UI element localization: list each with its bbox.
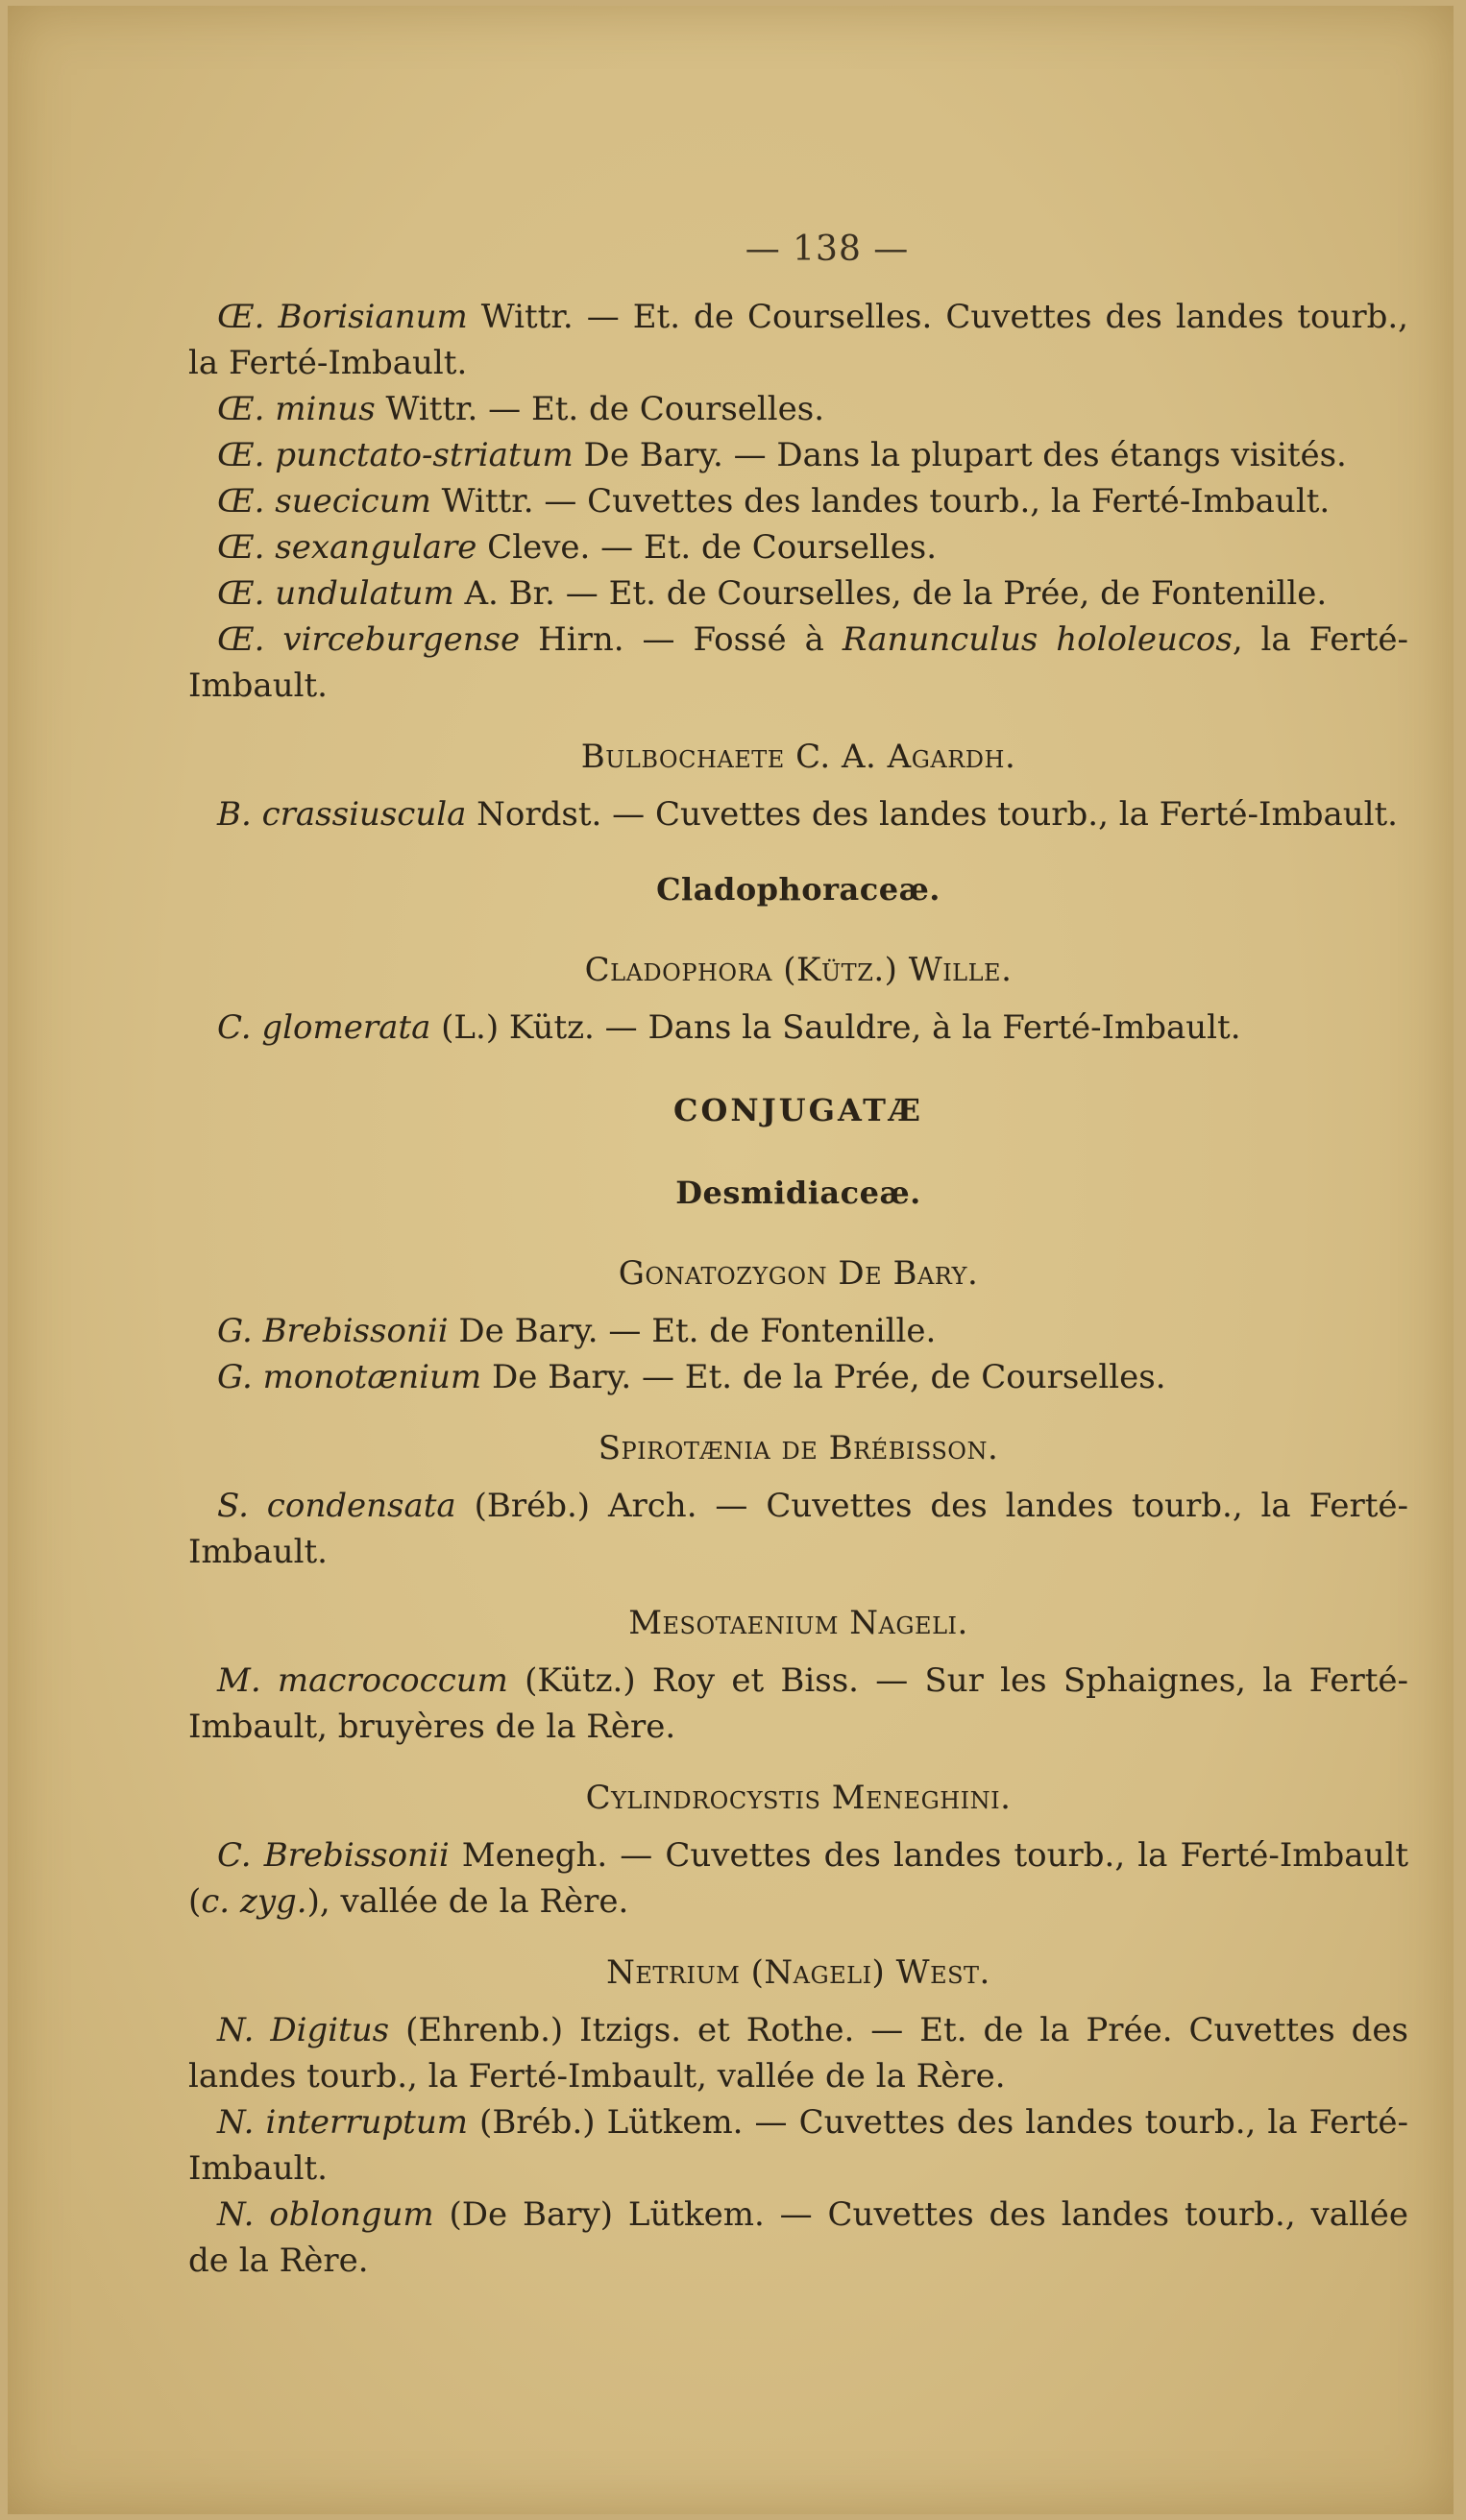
genus-heading: Bulbochaete C. A. Agardh.	[580, 738, 1016, 776]
species-entry	[188, 2192, 1408, 2284]
species-entry	[188, 1832, 1408, 1925]
italic-term: Ranunculus hololeucos	[842, 620, 1233, 659]
species-name: Œ. suecicum	[217, 482, 431, 521]
species-entry	[188, 617, 1408, 709]
species-details: (Kütz.) Roy et Biss. — Sur les Sphaignes, la Ferté-Imbault, bruyères de la Rère.	[188, 1661, 1409, 1746]
species-details: (De Bary) Lütkem. — Cuvettes des landes tourb., vallée de la Rère.	[188, 2195, 1408, 2280]
genus-heading: Spirotænia de Brébisson.	[598, 1429, 999, 1467]
family-heading: Cladophoraceæ.	[656, 871, 941, 908]
italic-term: c. zyg.	[201, 1882, 307, 1921]
species-name: G. monotænium	[217, 1358, 482, 1396]
species-details: Cleve. — Et. de Courselles.	[476, 528, 938, 567]
species-details: Hirn. — Fossé à	[520, 620, 843, 659]
species-details: (Ehrenb.) Itzigs. et Rothe. — Et. de la Prée. Cuvettes des landes tourb., la Ferté-Imbault, vallée de la Rère.	[188, 2011, 1408, 2096]
species-entry	[188, 1483, 1408, 1575]
family-heading: Desmidiaceæ.	[675, 1175, 921, 1211]
species-name: Œ. undulatum	[217, 574, 454, 613]
species-name: G. Brebissonii	[217, 1312, 449, 1350]
species-name: B. crassiuscula	[217, 795, 467, 834]
species-details: A. Br. — Et. de Courselles, de la Prée, de Fontenille.	[453, 574, 1328, 613]
species-name: C. Brebissonii	[217, 1836, 450, 1875]
species-name: Œ. Borisianum	[217, 298, 468, 336]
species-name: Œ. sexangulare	[217, 528, 477, 567]
species-entry	[188, 524, 1408, 570]
species-details: Wittr. — Et. de Courselles. Cuvettes des landes tourb., la Ferté-Imbault.	[188, 298, 1408, 382]
species-details: (L.) Kütz. — Dans la Sauldre, à la Ferté-Imbault.	[430, 1008, 1241, 1047]
genus-heading: Mesotaenium Nageli.	[628, 1604, 968, 1642]
species-name: Œ. virceburgense	[217, 620, 521, 659]
genus-heading: Gonatozygon De Bary.	[618, 1254, 979, 1293]
species-entry	[188, 386, 1408, 432]
book-page	[8, 6, 1454, 2514]
species-details: (Bréb.) Arch. — Cuvettes des landes tourb., la Ferté-Imbault.	[188, 1487, 1408, 1571]
species-entry	[188, 478, 1408, 524]
species-entry	[188, 1354, 1408, 1400]
species-name: N. Digitus	[217, 2011, 390, 2049]
species-entry	[188, 2099, 1408, 2192]
species-name: S. condensata	[217, 1487, 456, 1525]
species-details-end: ), vallée de la Rère.	[306, 1882, 629, 1921]
species-details: De Bary. — Et. de Fontenille.	[448, 1312, 937, 1350]
species-entry	[188, 1005, 1408, 1051]
species-entry	[188, 432, 1408, 478]
species-details: De Bary. — Et. de la Prée, de Courselles.	[481, 1358, 1166, 1396]
species-entry	[188, 2007, 1408, 2099]
species-details: Wittr. — Et. de Courselles.	[375, 390, 825, 428]
order-heading: CONJUGATÆ	[673, 1092, 923, 1128]
genus-heading: Cladophora (Kütz.) Wille.	[584, 951, 1013, 989]
species-name: C. glomerata	[217, 1008, 431, 1047]
species-entry	[188, 1308, 1408, 1354]
species-name: N. oblongum	[217, 2195, 434, 2234]
page-number: — 138 —	[745, 230, 910, 269]
page-text	[188, 227, 1408, 2284]
species-name: N. interruptum	[217, 2103, 468, 2142]
genus-heading: Netrium (Nageli) West.	[606, 1953, 990, 1992]
species-entry	[188, 294, 1408, 386]
species-entry	[188, 570, 1408, 617]
species-details: Wittr. — Cuvettes des landes tourb., la Ferté-Imbault.	[430, 482, 1331, 521]
species-details: De Bary. — Dans la plupart des étangs visités.	[573, 436, 1347, 474]
species-details: Nordst. — Cuvettes des landes tourb., la Ferté-Imbault.	[466, 795, 1398, 834]
species-name: Œ. minus	[217, 390, 376, 428]
species-entry	[188, 791, 1408, 837]
page-content	[188, 294, 1408, 2284]
species-entry	[188, 1658, 1408, 1750]
species-details-end: , la Ferté-Imbault.	[188, 620, 1409, 705]
species-details: (Bréb.) Lütkem. — Cuvettes des landes tourb., la Ferté-Imbault.	[188, 2103, 1409, 2188]
species-name: M. macrococcum	[217, 1661, 508, 1700]
genus-heading: Cylindrocystis Meneghini.	[585, 1779, 1012, 1817]
species-name: Œ. punctato-striatum	[217, 436, 574, 474]
species-details: Menegh. — Cuvettes des landes tourb., la Ferté-Imbault (	[188, 1836, 1408, 1921]
